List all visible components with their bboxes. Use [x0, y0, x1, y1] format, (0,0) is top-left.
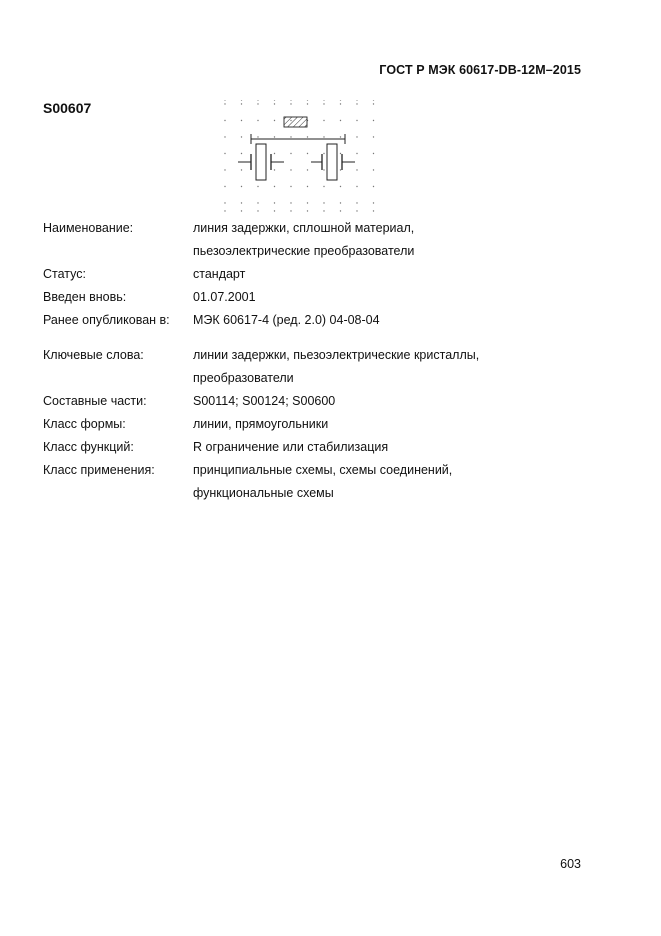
left-transducer — [238, 144, 284, 180]
property-value: стандарт — [193, 267, 246, 281]
property-value: S00114; S00124; S00600 — [193, 394, 336, 408]
property-label: Класс применения: — [43, 463, 155, 477]
delay-line-symbol-icon — [218, 100, 378, 215]
symbol-properties — [43, 217, 603, 505]
right-transducer — [311, 144, 355, 180]
property-value: 01.07.2001 — [193, 290, 256, 304]
property-label: Ключевые слова: — [43, 348, 144, 362]
property-label: Составные части: — [43, 394, 147, 408]
property-row-introduced — [43, 286, 603, 309]
solid-material-rect — [284, 117, 307, 127]
property-value: линия задержки, сплошной материал, пьезоэлектрические преобразователи — [193, 221, 415, 258]
property-label: Ранее опубликован в: — [43, 313, 170, 327]
symbol-id: S00607 — [43, 100, 92, 116]
property-row-application-class — [43, 459, 603, 505]
property-label: Статус: — [43, 267, 86, 281]
property-row-function-class — [43, 436, 603, 459]
property-label: Введен вновь: — [43, 290, 127, 304]
property-value: линии задержки, пьезоэлектрические кристаллы, преобразователи — [193, 348, 480, 385]
property-row-status — [43, 263, 603, 286]
property-value: принципиальные схемы, схемы соединений, функциональные схемы — [193, 463, 453, 500]
property-row-published — [43, 309, 603, 332]
property-value: МЭК 60617-4 (ред. 2.0) 04-08-04 — [193, 313, 380, 327]
property-label: Наименование: — [43, 221, 134, 235]
property-row-shape-class — [43, 413, 603, 436]
document-header: ГОСТ Р МЭК 60617-DB-12M–2015 — [379, 63, 581, 77]
property-row-name — [43, 217, 603, 263]
property-value: линии, прямоугольники — [193, 417, 329, 431]
property-label: Класс формы: — [43, 417, 126, 431]
property-label: Класс функций: — [43, 440, 134, 454]
page-number: 603 — [560, 857, 581, 871]
property-row-keywords — [43, 344, 603, 390]
property-value: R ограничение или стабилизация — [193, 440, 389, 454]
property-row-components — [43, 390, 603, 413]
